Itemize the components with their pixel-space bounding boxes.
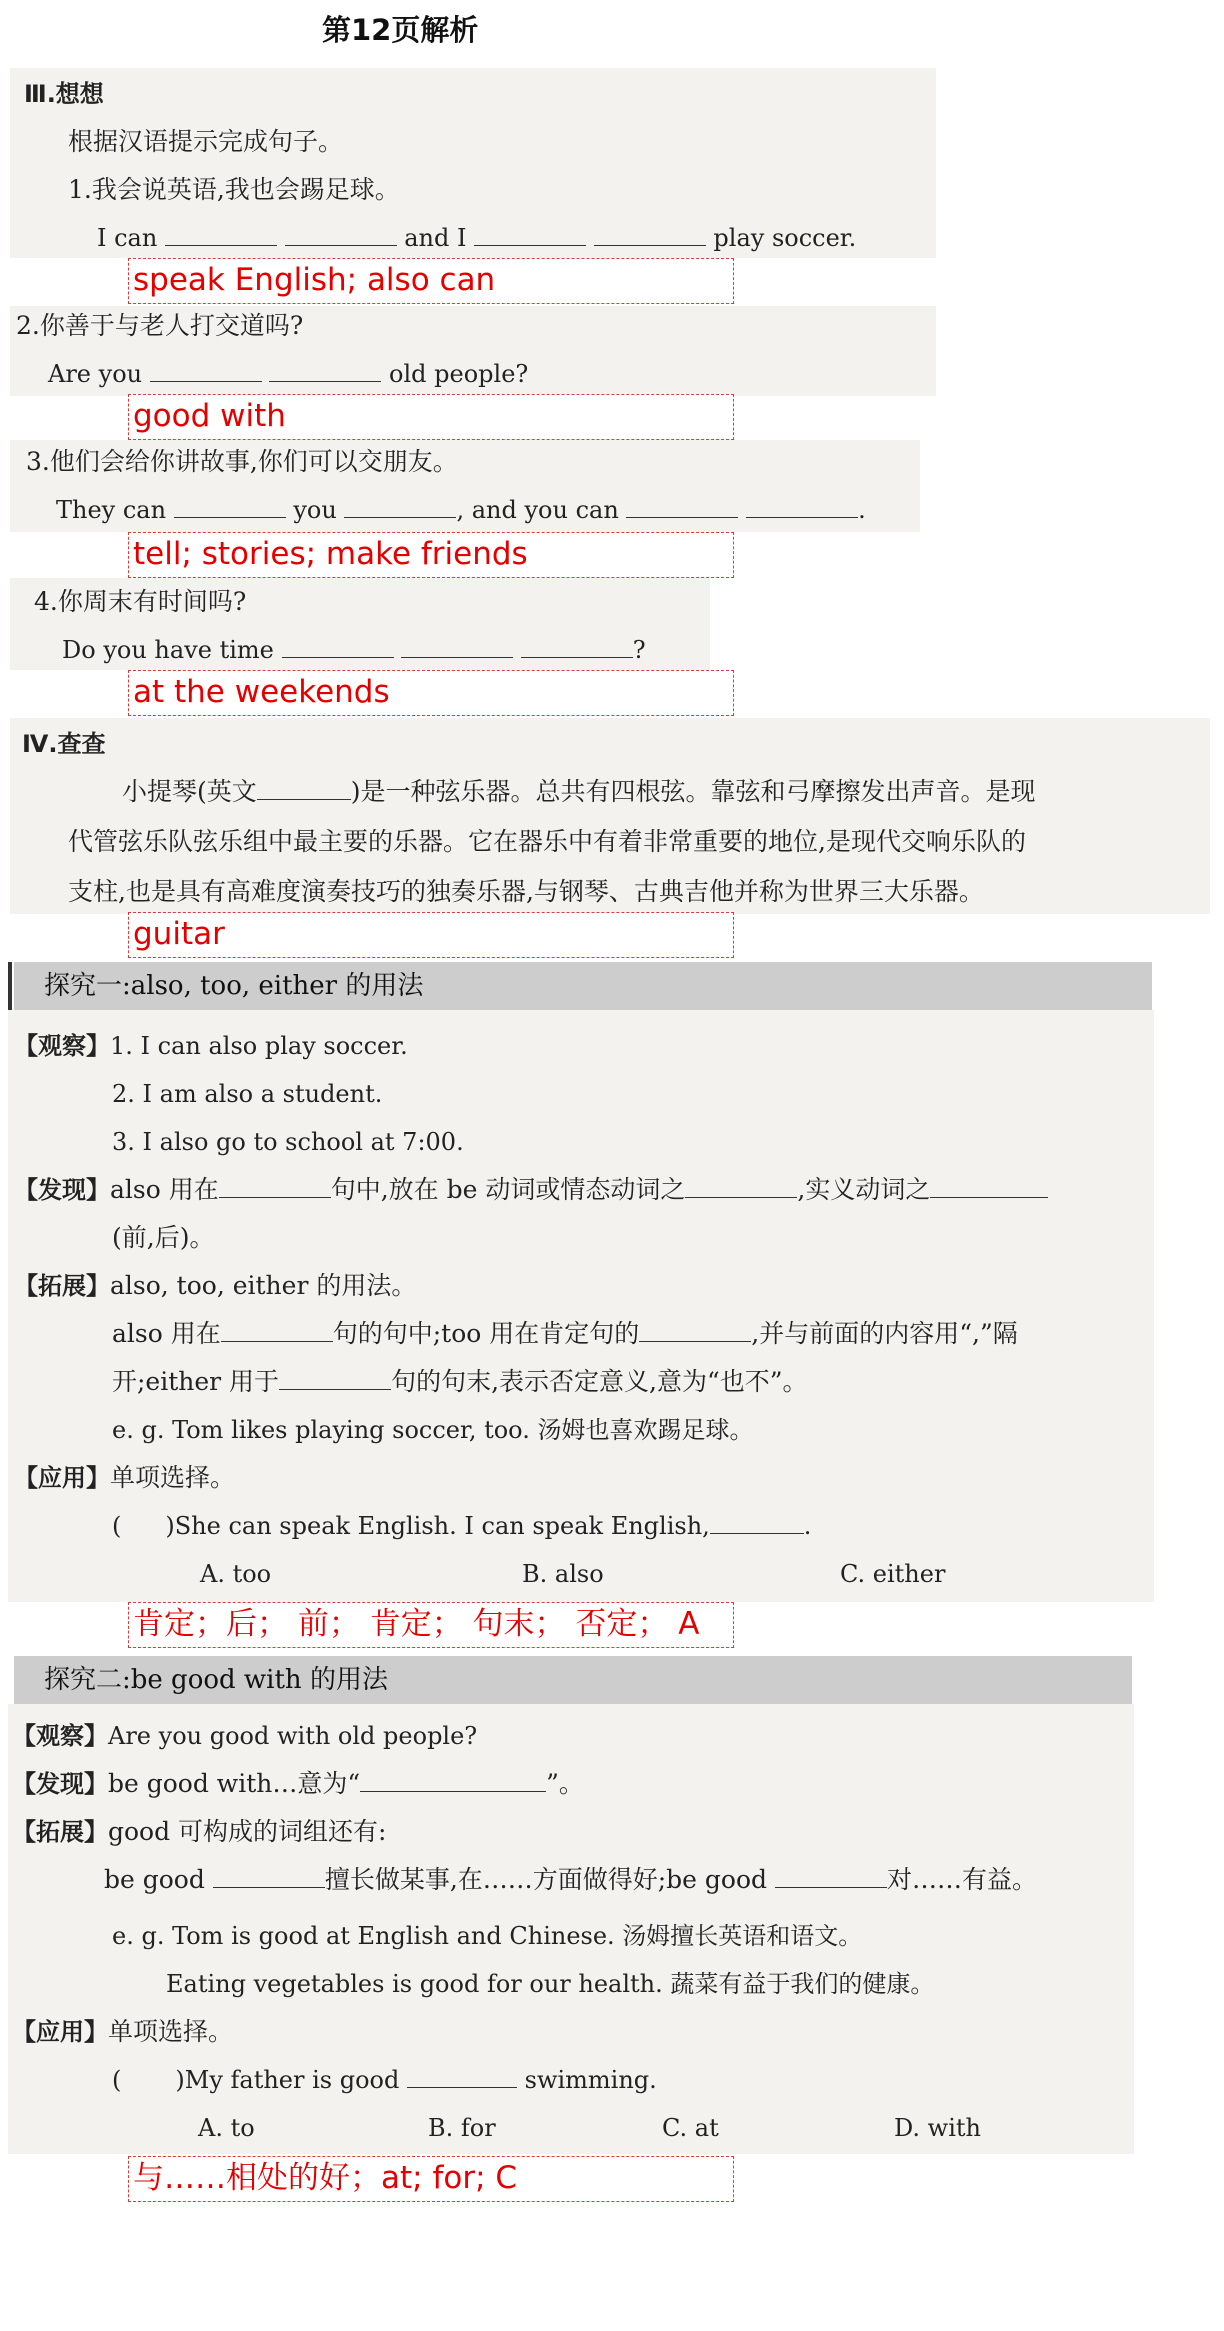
explore1-apply-blank bbox=[710, 1511, 804, 1534]
explore1-expand-d: 开;either 用于 bbox=[112, 1367, 280, 1396]
explore1-expand-line1 bbox=[112, 1318, 1018, 1350]
explore1-example: e. g. Tom likes playing soccer, too. 汤姆也喜欢踢足球。 bbox=[112, 1416, 754, 1444]
q4-blank-2 bbox=[401, 635, 513, 658]
explore1-expand-title: also, too, either 的用法。 bbox=[110, 1271, 417, 1300]
explore1-apply-title: 单项选择。 bbox=[110, 1463, 236, 1492]
q2-blank-1 bbox=[150, 359, 262, 382]
explore2-expand-title: good 可构成的词组还有: bbox=[108, 1817, 387, 1846]
q4-english bbox=[62, 634, 646, 666]
explore1-expand-blank-3 bbox=[279, 1367, 391, 1390]
explore2-observe bbox=[12, 1720, 477, 1752]
explore2-observe-text: Are you good with old people? bbox=[108, 1722, 478, 1750]
explore2-apply-q-c: swimming. bbox=[524, 2066, 657, 2094]
explore1-find-a: also 用在 bbox=[110, 1175, 219, 1204]
q2-text-b: old people? bbox=[389, 360, 529, 388]
explore2-apply-tag: 【应用】 bbox=[12, 2018, 108, 2046]
q2-chinese: 2.你善于与老人打交道吗? bbox=[16, 311, 304, 340]
explore1-observe-1: 1. I can also play soccer. bbox=[110, 1032, 408, 1060]
explore1-expand-line2 bbox=[112, 1366, 808, 1398]
page-title: 第12页解析 bbox=[322, 13, 479, 47]
explore1-observe bbox=[14, 1030, 408, 1062]
explore1-observe-2: 2. I am also a student. bbox=[112, 1080, 383, 1108]
section4-heading: Ⅳ.查查 bbox=[22, 730, 106, 758]
q1-english bbox=[97, 222, 856, 254]
explore2-option-c: C. at bbox=[662, 2114, 719, 2142]
q2-blank-2 bbox=[269, 359, 381, 382]
explore2-find-blank bbox=[360, 1769, 546, 1792]
explore1-find-blank-1 bbox=[219, 1175, 331, 1198]
explore1-observe-tag: 【观察】 bbox=[14, 1032, 110, 1060]
explore2-answer-box: 与……相处的好；at; for; C bbox=[128, 2156, 734, 2202]
explore2-apply-question bbox=[112, 2064, 657, 2096]
explore2-observe-tag: 【观察】 bbox=[12, 1722, 108, 1750]
explore1-find-c: ,实义动词之 bbox=[797, 1175, 931, 1204]
q1-text-b: and I bbox=[404, 224, 467, 252]
q1-chinese: 1.我会说英语,我也会踢足球。 bbox=[68, 175, 400, 204]
explore2-option-a: A. to bbox=[198, 2114, 255, 2142]
explore2-expand-blank-1 bbox=[213, 1865, 325, 1888]
explore2-expand-a: be good bbox=[104, 1865, 205, 1894]
q1-blank-1 bbox=[165, 223, 277, 246]
explore2-expand-tag: 【拓展】 bbox=[12, 1818, 108, 1846]
explore1-expand-blank-2 bbox=[639, 1319, 751, 1342]
q1-blank-4 bbox=[594, 223, 706, 246]
section4-line3: 支柱,也是具有高难度演奏技巧的独奏乐器,与钢琴、古典吉他并称为世界三大乐器。 bbox=[68, 877, 984, 906]
explore1-find-blank-3 bbox=[930, 1175, 1048, 1198]
explore1-answer-box: 肯定；后； 前； 肯定； 句末； 否定； A bbox=[128, 1602, 734, 1648]
explore1-apply-q-b: )She can speak English. I can speak English, bbox=[165, 1512, 710, 1540]
q3-blank-4 bbox=[746, 495, 858, 518]
explore1-expand-a: also 用在 bbox=[112, 1319, 221, 1348]
explore2-expand-blank-2 bbox=[775, 1865, 887, 1888]
q3-english bbox=[56, 494, 866, 526]
section4-answer-box: guitar bbox=[128, 912, 734, 958]
explore2-apply-q-a: ( bbox=[112, 2066, 122, 2094]
q3-blank-1 bbox=[174, 495, 286, 518]
explore2-example2: Eating vegetables is good for our health. 蔬菜有益于我们的健康。 bbox=[166, 1970, 935, 1998]
explore1-expand-tag: 【拓展】 bbox=[14, 1272, 110, 1300]
explore1-find bbox=[14, 1174, 1048, 1206]
explore1-option-b: B. also bbox=[522, 1560, 604, 1588]
explore2-apply bbox=[12, 2016, 233, 2048]
explore2-apply-blank bbox=[407, 2065, 517, 2088]
section4-line1-b: )是一种弦乐器。总共有四根弦。靠弦和弓摩擦发出声音。是现 bbox=[350, 777, 1036, 806]
section4-line1 bbox=[122, 776, 1036, 808]
q4-answer-box: at the weekends bbox=[128, 670, 734, 716]
explore2-option-d: D. with bbox=[894, 2114, 981, 2142]
section3-heading: Ⅲ.想想 bbox=[24, 80, 104, 108]
explore1-apply-q-c: . bbox=[803, 1512, 812, 1540]
explore2-find-b: ”。 bbox=[546, 1769, 584, 1798]
explore2-expand-b: 擅长做某事,在……方面做得好;be good bbox=[324, 1865, 768, 1894]
explore1-find-tag: 【发现】 bbox=[14, 1176, 110, 1204]
q1-blank-2 bbox=[285, 223, 397, 246]
explore2-example1: e. g. Tom is good at English and Chinese. 汤姆擅长英语和语文。 bbox=[112, 1922, 863, 1950]
q4-text-a: Do you have time bbox=[62, 636, 274, 664]
q2-english bbox=[48, 358, 528, 390]
explore2-band: 探究二:be good with 的用法 bbox=[14, 1656, 1132, 1704]
explore2-option-b: B. for bbox=[428, 2114, 496, 2142]
explore1-expand bbox=[14, 1270, 416, 1302]
q3-text-c: , and you can bbox=[456, 496, 619, 524]
explore1-apply-question bbox=[112, 1510, 811, 1542]
explore2-find-tag: 【发现】 bbox=[12, 1770, 108, 1798]
q3-blank-3 bbox=[626, 495, 738, 518]
explore1-apply bbox=[14, 1462, 235, 1494]
q3-text-a: They can bbox=[56, 496, 167, 524]
explore2-expand bbox=[12, 1816, 386, 1848]
explore2-expand-line bbox=[104, 1864, 1037, 1896]
explore2-apply-q-b: )My father is good bbox=[175, 2066, 400, 2094]
q1-blank-3 bbox=[474, 223, 586, 246]
explore1-expand-blank-1 bbox=[221, 1319, 333, 1342]
explore1-find-blank-2 bbox=[685, 1175, 797, 1198]
explore1-option-a: A. too bbox=[200, 1560, 272, 1588]
section3-instruction: 根据汉语提示完成句子。 bbox=[68, 127, 344, 156]
explore1-band: 探究一:also, too, either 的用法 bbox=[14, 962, 1152, 1010]
q4-text-b: ? bbox=[632, 636, 646, 664]
q3-answer-box: tell; stories; make friends bbox=[128, 532, 734, 578]
section4-line1-a: 小提琴(英文 bbox=[122, 777, 257, 806]
explore1-expand-c: ,并与前面的内容用“,”隔 bbox=[751, 1319, 1018, 1348]
section4-line2: 代管弦乐队弦乐组中最主要的乐器。它在器乐中有着非常重要的地位,是现代交响乐队的 bbox=[68, 827, 1026, 856]
q3-chinese: 3.他们会给你讲故事,你们可以交朋友。 bbox=[26, 447, 458, 476]
q4-blank-3 bbox=[521, 635, 633, 658]
q1-text-c: play soccer. bbox=[713, 224, 857, 252]
explore2-find bbox=[12, 1768, 584, 1800]
explore1-apply-q-a: ( bbox=[112, 1512, 122, 1540]
section4-blank bbox=[257, 777, 351, 800]
q3-text-b: you bbox=[293, 496, 337, 524]
explore2-apply-title: 单项选择。 bbox=[108, 2017, 234, 2046]
q4-blank-1 bbox=[282, 635, 394, 658]
q3-text-d: . bbox=[858, 496, 866, 524]
q2-text-a: Are you bbox=[48, 360, 143, 388]
explore1-expand-e: 句的句末,表示否定意义,意为“也不”。 bbox=[391, 1367, 808, 1396]
explore1-expand-b: 句的句中;too 用在肯定句的 bbox=[332, 1319, 640, 1348]
explore1-find-d: (前,后)。 bbox=[112, 1223, 215, 1252]
explore1-option-c: C. either bbox=[840, 1560, 946, 1588]
q4-chinese: 4.你周末有时间吗? bbox=[34, 587, 247, 616]
explore1-find-b: 句中,放在 be 动词或情态动词之 bbox=[330, 1175, 686, 1204]
explore1-observe-3: 3. I also go to school at 7:00. bbox=[112, 1128, 464, 1156]
q3-blank-2 bbox=[344, 495, 456, 518]
explore2-expand-c: 对……有益。 bbox=[887, 1865, 1038, 1894]
q2-answer-box: good with bbox=[128, 394, 734, 440]
q1-answer-box: speak English; also can bbox=[128, 258, 734, 304]
explore1-band-marker bbox=[8, 962, 12, 1010]
q1-text-a: I can bbox=[97, 224, 158, 252]
explore2-find-a: be good with…意为“ bbox=[108, 1769, 361, 1798]
explore1-apply-tag: 【应用】 bbox=[14, 1464, 110, 1492]
